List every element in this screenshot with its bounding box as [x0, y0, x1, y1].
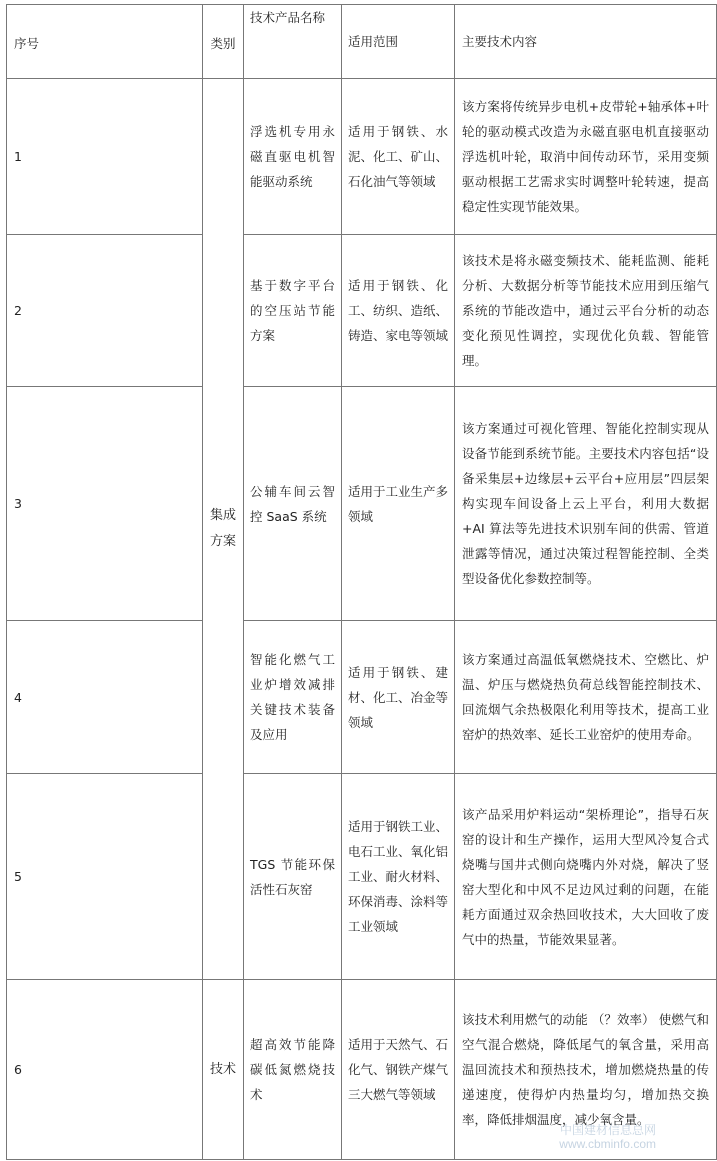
- header-no: 序号: [7, 5, 203, 79]
- row-name: 超高效节能降碳低氮燃烧技术: [244, 980, 342, 1160]
- row-no: 6: [7, 980, 203, 1160]
- category-cell-technology: [203, 980, 244, 1160]
- table-row: [7, 79, 717, 235]
- technology-table: [6, 4, 717, 1160]
- table-header-row: [7, 5, 717, 79]
- row-no: 4: [7, 621, 203, 774]
- header-content: 主要技术内容: [455, 5, 717, 79]
- table-row: [7, 774, 717, 980]
- table-row: [7, 387, 717, 621]
- row-no: 5: [7, 774, 203, 980]
- row-no: 2: [7, 235, 203, 387]
- header-scope: 适用范围: [342, 5, 455, 79]
- header-name: 技术产品名称: [244, 5, 342, 79]
- row-scope: 适用于钢铁、建材、化工、冶金等领域: [342, 621, 455, 774]
- row-name: 基于数字平台的空压站节能方案: [244, 235, 342, 387]
- row-scope: 适用于天然气、石化气、钢铁产煤气三大燃气等领域: [342, 980, 455, 1160]
- watermark-url: www.cbminfo.com: [559, 1137, 656, 1151]
- category-label: 集成方案: [209, 508, 236, 549]
- row-content: 该方案通过高温低氧燃烧技术、空燃比、炉温、炉压与燃烧热负荷总线智能控制技术、回流烟气余热极限化利用等技术，提高工业窑炉的热效率、延长工业窑炉的使用寿命。: [455, 621, 717, 774]
- category-cell-integrated: [203, 79, 244, 980]
- row-content: 该方案通过可视化管理、智能化控制实现从设备节能到系统节能。主要技术内容包括“设备采集层+边缘层+云平台+应用层”四层架构实现车间设备上云上平台，利用大数据+AI 算法等先进技术识别车间的供需、管道泄露等情况，通过决策过程智能控制、全类型设备优化参数控制等。: [455, 387, 717, 621]
- row-content: 该方案将传统异步电机+皮带轮+轴承体+叶轮的驱动模式改造为永磁直驱电机直接驱动浮选机叶轮，取消中间传动环节，采用变频驱动根据工艺需求实时调整叶轮转速，提高稳定性实现节能效果。: [455, 79, 717, 235]
- header-category: 类别: [203, 5, 244, 79]
- row-name: 浮选机专用永磁直驱电机智能驱动系统: [244, 79, 342, 235]
- row-content: 该技术是将永磁变频技术、能耗监测、能耗分析、大数据分析等节能技术应用到压缩气系统的节能改造中，通过云平台分析的动态变化预见性调控，实现优化负载、智能管理。: [455, 235, 717, 387]
- row-scope: 适用于钢铁、化工、纺织、造纸、铸造、家电等领域: [342, 235, 455, 387]
- row-content: 该技术利用燃气的动能 （？效率） 使燃气和空气混合燃烧，降低尾气的氧含量，采用高温回流技术和预热技术，增加燃烧热量的传递速度，使得炉内热量均匀，增加热交换率，降低排烟温度，减少氧含量。: [455, 980, 717, 1160]
- row-no: 1: [7, 79, 203, 235]
- row-no: 3: [7, 387, 203, 621]
- row-name: 公辅车间云智控 SaaS 系统: [244, 387, 342, 621]
- table-row: [7, 235, 717, 387]
- table-row: [7, 621, 717, 774]
- watermark-title: 中国建材信息总网: [559, 1123, 656, 1137]
- row-scope: 适用于钢铁工业、电石工业、氧化铝工业、耐火材料、环保消毒、涂料等工业领域: [342, 774, 455, 980]
- row-scope: 适用于工业生产多领域: [342, 387, 455, 621]
- row-scope: 适用于钢铁、水泥、化工、矿山、石化油气等领域: [342, 79, 455, 235]
- row-name: TGS 节能环保活性石灰窑: [244, 774, 342, 980]
- row-name: 智能化燃气工业炉增效减排关键技术装备及应用: [244, 621, 342, 774]
- category-label: 技术: [209, 1062, 236, 1077]
- watermark: [559, 1123, 656, 1151]
- row-content: 该产品采用炉料运动“架桥理论”，指导石灰窑的设计和生产操作，运用大型风冷复合式烧嘴与国井式侧向烧嘴内外对烧，解决了竖窑大型化和中风不足边风过剩的问题，在能耗方面通过双余热回收技术，大大回收了废气中的热量，节能效果显著。: [455, 774, 717, 980]
